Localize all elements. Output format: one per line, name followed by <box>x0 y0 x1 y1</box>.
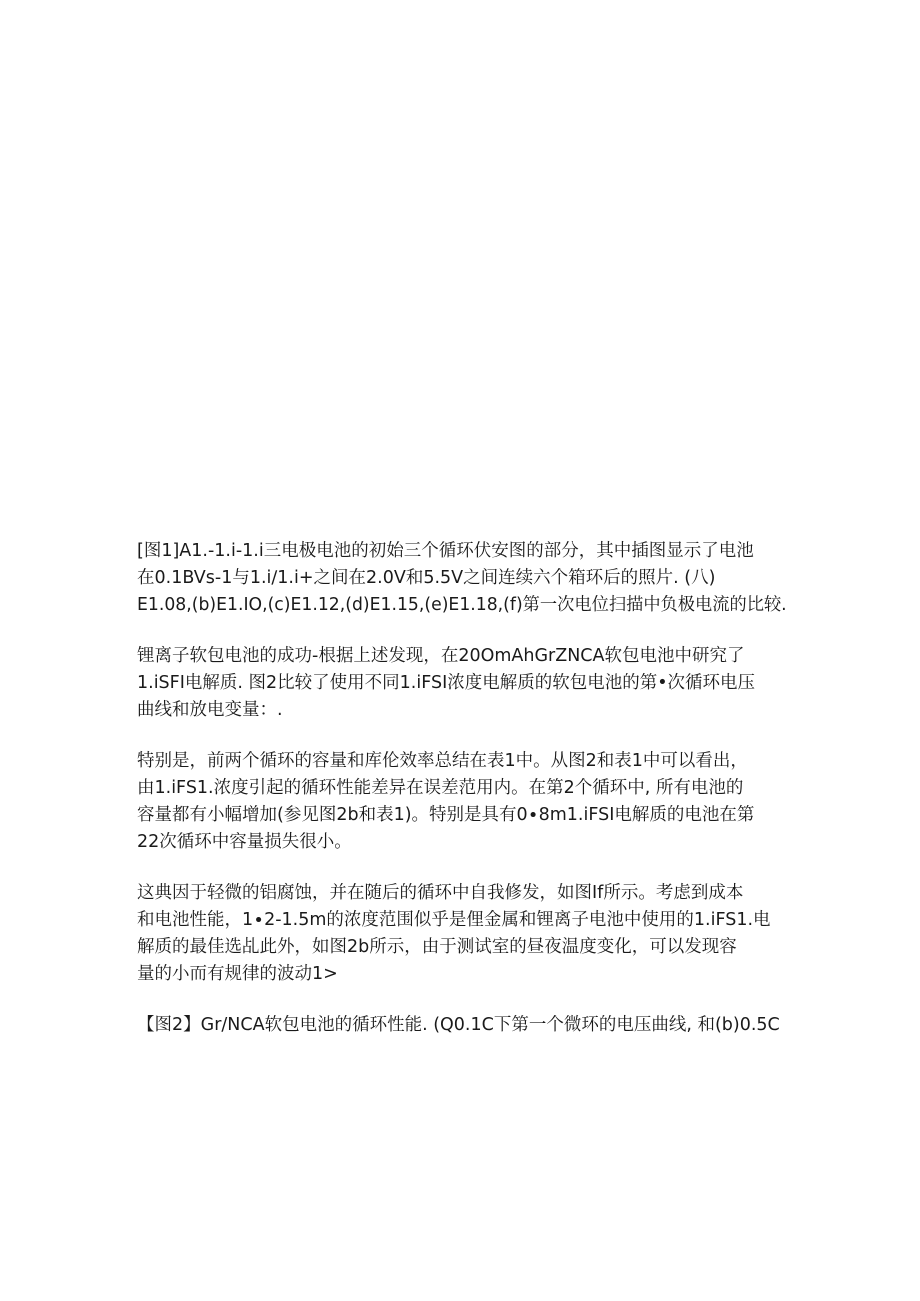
text-line: 这典因于轻微的铝腐蚀，并在随后的循环中自我修发，如图If所示。考虑到成本 <box>137 883 744 903</box>
text-line: 【图2】Gr/NCA软包电池的循环性能. (Q0.1C下第一个微环的电压曲线, 和(b)0.5C <box>137 1015 780 1035</box>
text-line: 锂离子软包电池的成功-根据上述发现，在20OmAhGrZNCA软包电池中研究了 <box>137 646 745 666</box>
text-line: 在0.1BVs-1与1.i∕1.i+之间在2.0V和5.5V之间连续六个箱环后的照片. (八) <box>137 568 716 588</box>
corrosion-paragraph <box>137 880 787 988</box>
text-line: E1.08,(b)E1.IO,(c)E1.12,(d)E1.15,(e)E1.18,(f)第一次电位扫描中负极电流的比较. <box>137 595 787 615</box>
text-line: 容量都有小幅增加(参见图2b和表1)。特别是具有0∙8m1.iFSI电解质的电池在第 <box>137 805 755 825</box>
text-line: 和电池性能，1∙2-1.5m的浓度范围似乎是俚金属和锂离子电池中使用的1.iFS1.电 <box>137 910 771 930</box>
pouch-cell-paragraph <box>137 643 787 724</box>
text-line: 量的小而有规律的波动1> <box>137 964 338 984</box>
text-line: 22次循环中容量损失很小。 <box>137 832 352 852</box>
text-line: 解质的最佳选乩此外，如图2b所示，由于测试室的昼夜温度变化，可以发现容 <box>137 937 737 957</box>
text-line: 1.iSFI电解质. 图2比较了使用不同1.iFSI浓度电解质的软包电池的第•次循环电压 <box>137 673 756 693</box>
text-line: 特别是，前两个循环的容量和库伦效率总结在表1中。从图2和表1中可以看出， <box>137 751 748 771</box>
figure-2-caption <box>137 1012 787 1039</box>
document-body <box>137 538 787 1063</box>
text-line: 曲线和放电变量：. <box>137 700 283 720</box>
text-line: [图1]A1.-1.i-1.i三电极电池的初始三个循环伏安图的部分，其中插图显示了电池 <box>137 541 754 561</box>
capacity-paragraph <box>137 748 787 856</box>
text-line: 由1.iFS1.浓度引起的循环性能差异在误差范用内。在第2个循环中, 所有电池的 <box>137 778 744 798</box>
figure-1-caption <box>137 538 787 619</box>
